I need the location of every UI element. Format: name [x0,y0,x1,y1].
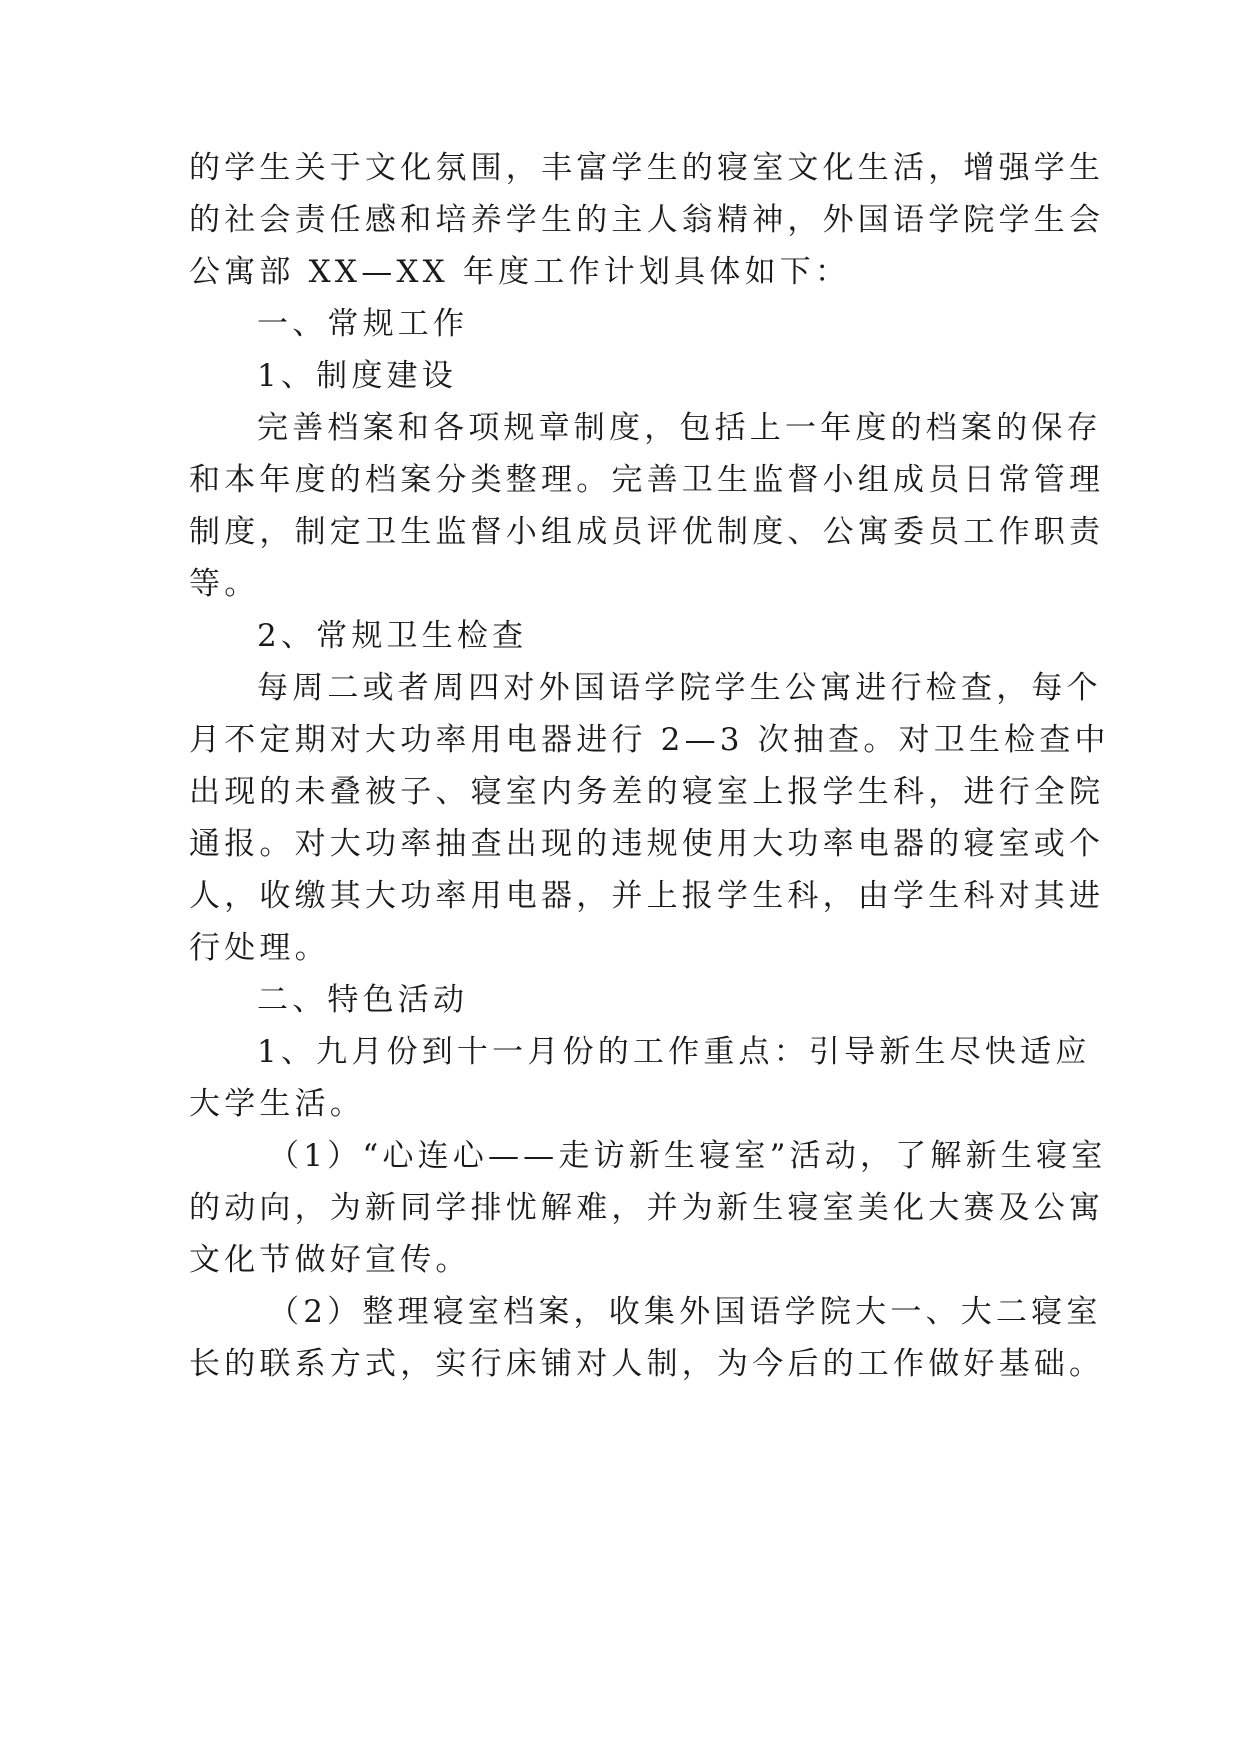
text-line: 1、九月份到十一月份的工作重点：引导新生尽快适应 [257,1034,1091,1070]
text-line: （1）“心连心——走访新生寝室”活动，了解新生寝室 [268,1138,1107,1174]
text-line: 完善档案和各项规章制度，包括上一年度的档案的保存 [257,410,1102,446]
text-line: 文化节做好宣传。 [189,1242,471,1278]
text-line: 等。 [189,566,260,602]
text-line: 通报。对大功率抽查出现的违规使用大功率电器的寝室或个 [189,826,1105,862]
text-line: （2）整理寝室档案，收集外国语学院大一、大二寝室 [268,1294,1102,1330]
text-line: 月不定期对大功率用电器进行 2—3 次抽查。对卫生检查中 [189,722,1110,758]
text-line: 的动向，为新同学排忧解难，并为新生寝室美化大赛及公寓 [189,1190,1105,1226]
text-line: 的社会责任感和培养学生的主人翁精神，外国语学院学生会 [189,202,1105,238]
text-line: 每周二或者周四对外国语学院学生公寓进行检查，每个 [257,670,1102,706]
section-heading: 二、特色活动 [257,982,469,1018]
section-heading: 一、常规工作 [257,306,469,342]
subsection-heading: 1、制度建设 [257,358,457,394]
text-line: 制度，制定卫生监督小组成员评优制度、公寓委员工作职责 [189,514,1105,550]
text-line: 公寓部 XX—XX 年度工作计划具体如下： [189,254,851,290]
text-line: 行处理。 [189,930,330,966]
subsection-heading: 2、常规卫生检查 [257,618,528,654]
text-line: 人，收缴其大功率用电器，并上报学生科，由学生科对其进 [189,878,1105,914]
text-line: 的学生关于文化氛围，丰富学生的寝室文化生活，增强学生 [189,150,1105,186]
text-line: 出现的未叠被子、寝室内务差的寝室上报学生科，进行全院 [189,774,1105,810]
text-line: 长的联系方式，实行床铺对人制，为今后的工作做好基础。 [189,1346,1105,1382]
text-line: 和本年度的档案分类整理。完善卫生监督小组成员日常管理 [189,462,1105,498]
text-line: 大学生活。 [189,1086,365,1122]
